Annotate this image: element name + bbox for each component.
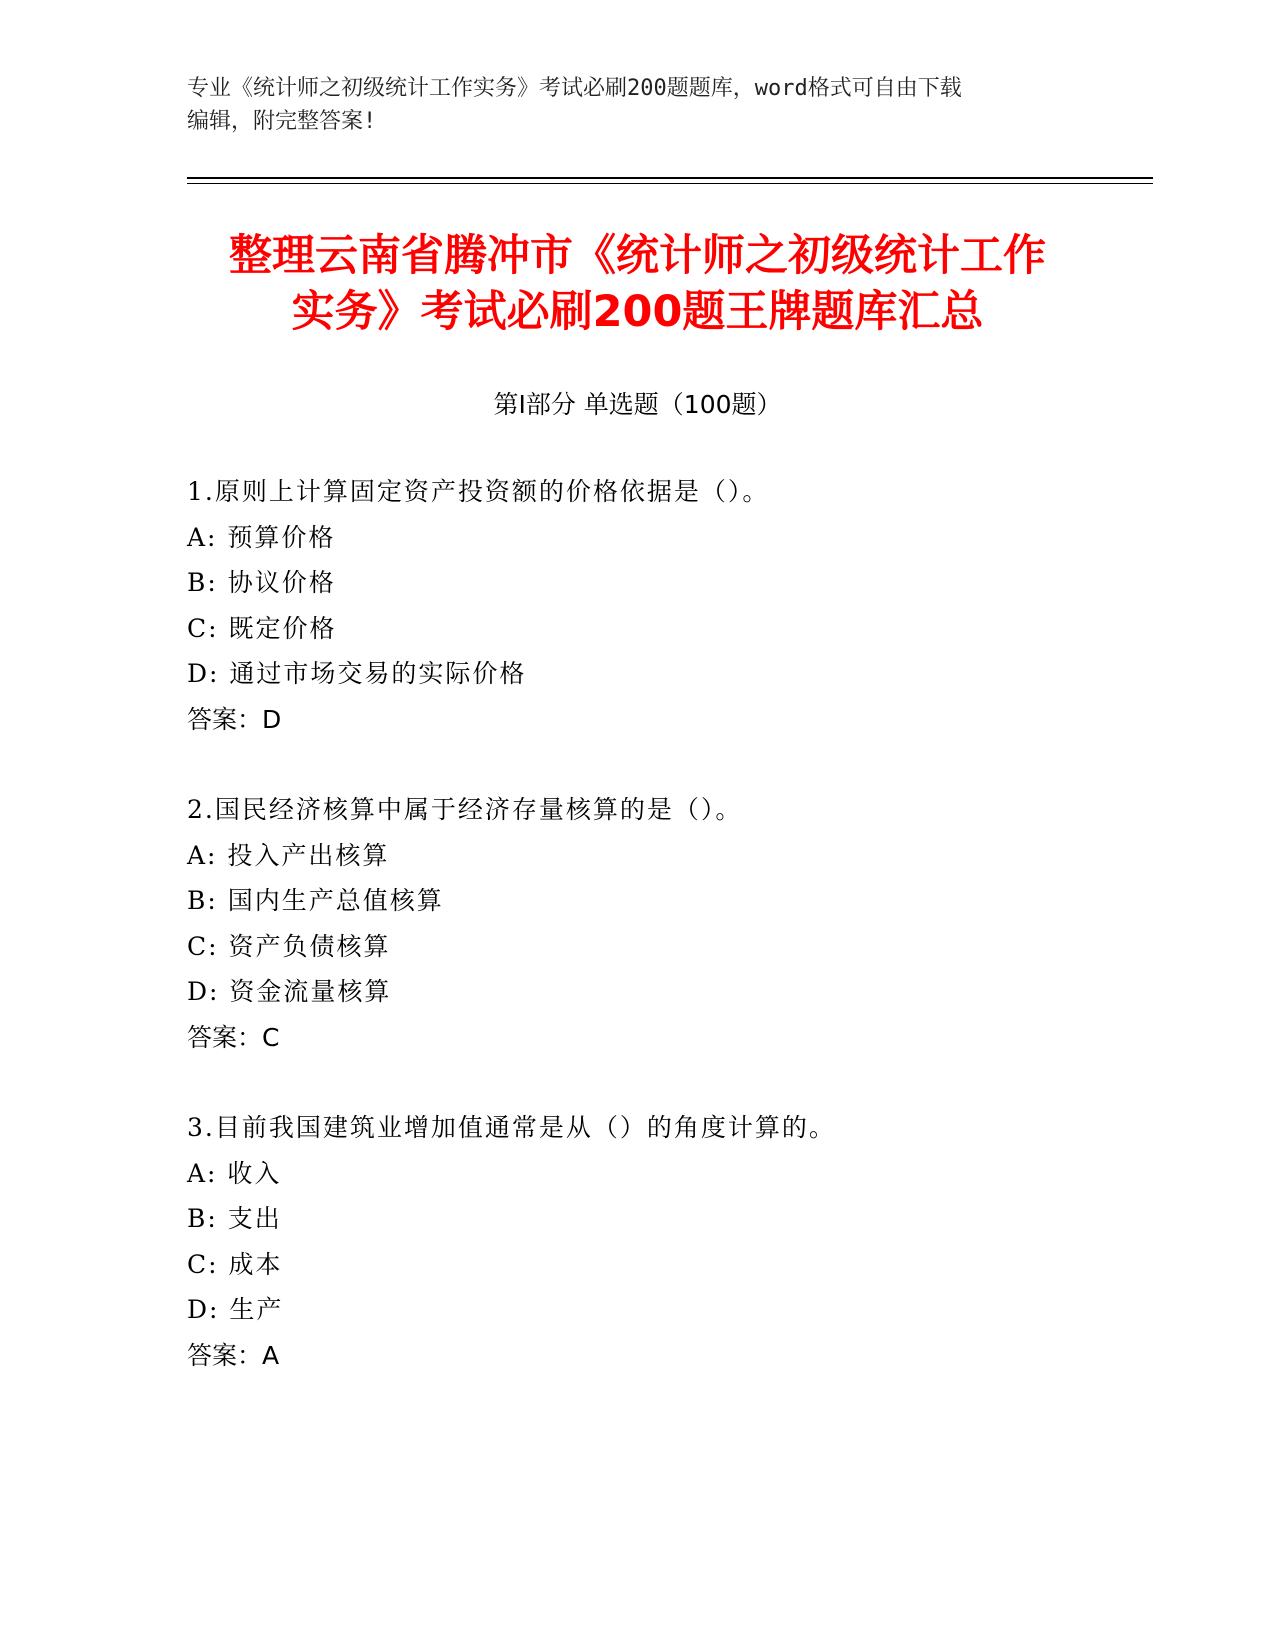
question-1 <box>187 469 1137 742</box>
question-2 <box>187 787 1137 1060</box>
answer: 答案：D <box>187 704 282 734</box>
header-rule-thin <box>187 183 1153 184</box>
document-title-line-1: 整理云南省腾冲市《统计师之初级统计工作 <box>229 231 1046 281</box>
option-d: D: 通过市场交易的实际价格 <box>187 659 527 688</box>
option-d: D: 资金流量核算 <box>187 977 392 1006</box>
option-b: B: 协议价格 <box>187 568 336 597</box>
header-rule-thick <box>187 177 1153 179</box>
document-title <box>140 228 1135 340</box>
option-b: B: 国内生产总值核算 <box>187 886 444 915</box>
answer: 答案：A <box>187 1340 280 1370</box>
section-title: 第I部分 单选题（100题） <box>493 390 782 419</box>
option-b: B: 支出 <box>187 1204 282 1233</box>
question-stem: 2.国民经济核算中属于经济存量核算的是（）。 <box>187 795 743 824</box>
option-a: A: 投入产出核算 <box>187 840 390 870</box>
answer: 答案：C <box>187 1022 280 1052</box>
header-note-line-2: 编辑，附完整答案! <box>187 109 377 134</box>
option-c: C: 资产负债核算 <box>187 931 391 961</box>
question-stem: 3.目前我国建筑业增加值通常是从（）的角度计算的。 <box>187 1113 836 1142</box>
document-title-line-2: 实务》考试必刷200题王牌题库汇总 <box>291 287 984 337</box>
option-a: A: 预算价格 <box>187 522 336 552</box>
option-c: C: 成本 <box>187 1249 283 1279</box>
option-c: C: 既定价格 <box>187 613 337 643</box>
option-d: D: 生产 <box>187 1295 284 1324</box>
question-3 <box>187 1105 1137 1378</box>
question-stem: 1.原则上计算固定资产投资额的价格依据是（）。 <box>187 477 770 506</box>
header-note <box>187 72 1087 138</box>
option-a: A: 收入 <box>187 1158 282 1188</box>
header-note-line-1: 专业《统计师之初级统计工作实务》考试必刷200题题库，word格式可自由下载 <box>187 76 962 101</box>
